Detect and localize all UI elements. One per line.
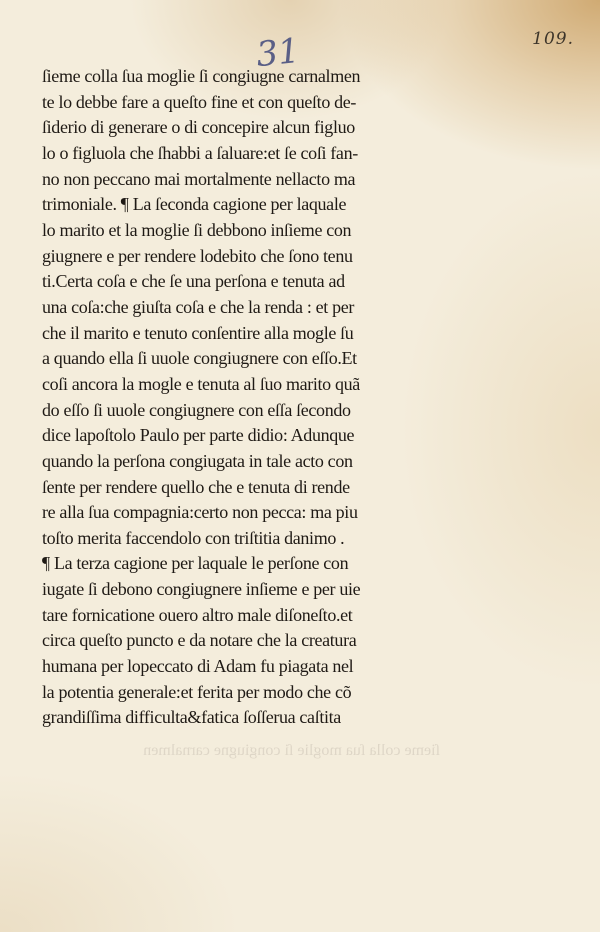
text-line: te lo debbe fare a queſto fine et con queſto de‑: [42, 91, 357, 112]
text-line: re alla ſua compagnia:certo non pecca: ma piu: [42, 502, 358, 523]
text-line: tare fornicatione ouero altro male diſoneſto.et: [42, 604, 353, 625]
text-line: quando la perſona congiugata in tale acto con: [42, 450, 353, 471]
text-line: dice lapoſtolo Paulo per parte didio: Adunque: [42, 425, 355, 446]
text-line: circa queſto puncto e da notare che la creatura: [42, 630, 357, 651]
bleed-through-text: ſieme colla ſua moglie ſi congiugne carnalmen: [143, 742, 440, 759]
text-line: ſiderio di generare o di concepire alcun figluo: [42, 117, 355, 138]
text-line: che il marito e tenuto conſentire alla mogle ſu: [42, 322, 354, 343]
text-line: grandiſſima difficulta&fatica ſoſſerua caſtita: [42, 707, 341, 728]
text-line: ¶ La terza cagione per laquale le perſone con: [42, 553, 349, 574]
page-number: 109.: [532, 29, 574, 49]
text-line: iugate ſi debono congiugnere inſieme e per uie: [42, 579, 361, 600]
text-line: lo o figluola che ſhabbi a ſaluare:et ſe coſi fan‑: [42, 142, 358, 163]
text-line: humana per lopeccato di Adam fu piagata nel: [42, 656, 354, 677]
text-line: ſente per rendere quello che e tenuta di rende: [42, 476, 350, 497]
text-line: no non peccano mai mortalmente nellacto ma: [42, 168, 356, 189]
text-line: coſi ancora la mogle e tenuta al ſuo marito quã: [42, 373, 360, 394]
text-line: toſto merita faccendolo con triſtitia danimo .: [42, 527, 345, 548]
text-line: do eſſo ſi uuole congiugnere con eſſa ſecondo: [42, 399, 351, 420]
text-line: ſieme colla ſua moglie ſi congiugne carnalmen: [42, 66, 361, 86]
text-block: [42, 64, 450, 731]
text-line: giugnere e per rendere lodebito che ſono tenu: [42, 245, 353, 266]
text-line: la potentia generale:et ferita per modo che cõ: [42, 681, 352, 702]
text-line: a quando ella ſi uuole congiugnere con eſſo.Et: [42, 348, 357, 369]
text-line: una coſa:che giuſta coſa e che la renda : et per: [42, 296, 355, 317]
text-line: trimoniale. ¶ La ſeconda cagione per laquale: [42, 194, 347, 215]
text-line: lo marito et la moglie ſi debbono inſieme con: [42, 219, 352, 240]
handwritten-folio-number: 31: [254, 30, 302, 76]
text-line: ti.Certa coſa e che ſe una perſona e tenuta ad: [42, 271, 345, 292]
